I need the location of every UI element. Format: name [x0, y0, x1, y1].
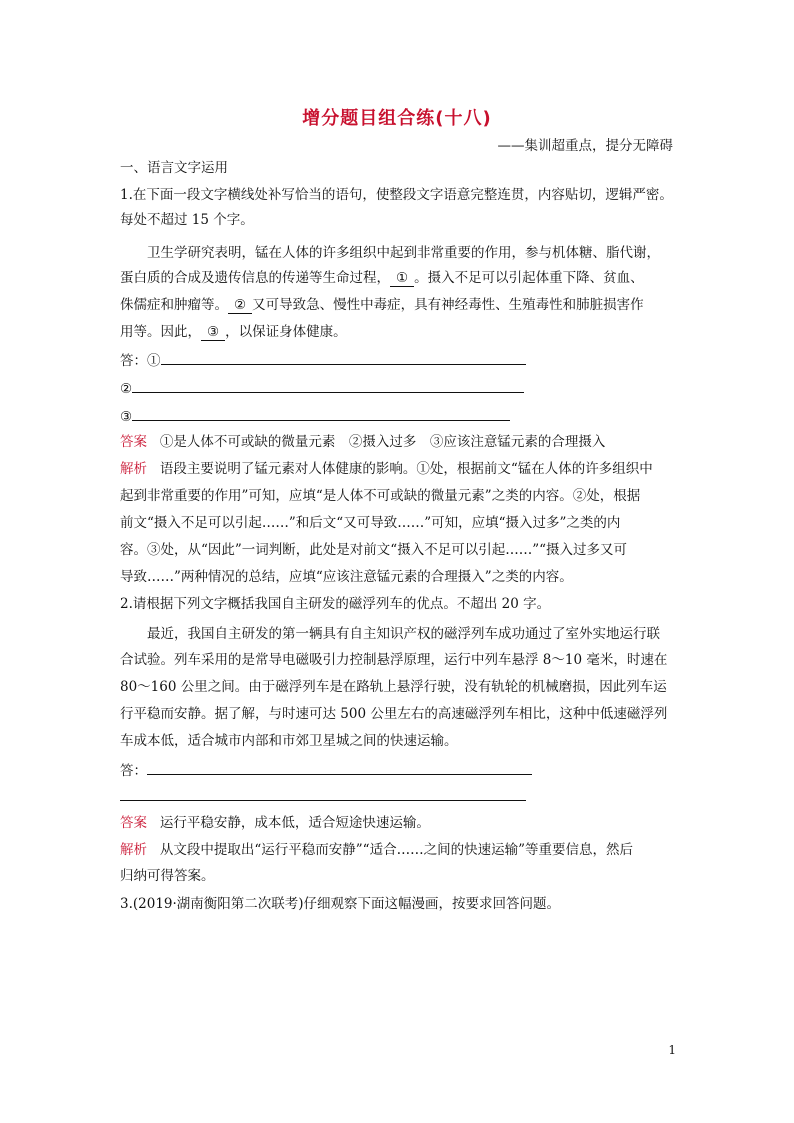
- q2-stem: 2.请根据下列文字概括我国自主研发的磁浮列车的优点。不超出 20 字。: [120, 596, 551, 612]
- q2-analysis-line2: 归纳可得答案。: [120, 868, 215, 884]
- q2-passage-line2: 合试验。列车采用的是常导电磁吸引力控制悬浮原理，运行中列车悬浮 8～10 毫米，时速在: [120, 652, 668, 668]
- q2-answer-blank-2[interactable]: [120, 786, 526, 801]
- page-title: 增分题目组合练(十八): [302, 108, 492, 129]
- q1-passage-line1: 卫生学研究表明，锰在人体的许多组织中起到非常重要的作用，参与机体糖、脂代谢，: [147, 245, 660, 261]
- answer-label: 答案: [120, 434, 147, 450]
- q1-answer-key: [120, 432, 680, 452]
- q2-answer-blank-1[interactable]: [147, 760, 532, 775]
- page-subtitle: ——集训超重点，提分无障碍: [497, 138, 673, 154]
- q2-answer-line-1: [120, 760, 680, 781]
- q2-answer-line-2: [120, 786, 680, 807]
- answer-label: 答案: [120, 815, 147, 831]
- q1-answer-mark-3: ③: [120, 409, 133, 425]
- q1-answer-text: ①是人体不可或缺的微量元素 ②摄入过多 ③应该注意锰元素的合理摄入: [159, 434, 606, 450]
- q1-answer-blank-2[interactable]: [132, 378, 524, 393]
- q1-analysis-line4: 容。③处，从“因此”一词判断，此处是对前文“摄入不足可以引起……”“摄入过多又可: [120, 542, 628, 558]
- q1-blank-1: ①: [390, 270, 414, 287]
- q1-answer-prefix: 答：: [120, 353, 147, 369]
- q2-answer-prefix: 答：: [120, 763, 147, 779]
- q2-passage-line4: 行平稳而安静。据了解，与时速可达 500 公里左右的高速磁浮列车相比，这种中低速磁浮列: [120, 706, 668, 722]
- q1-passage-text: 又可导致急、慢性中毒症，具有神经毒性、生殖毒性和肺脏损害作: [252, 297, 644, 313]
- q1-stem-line1: 1.在下面一段文字横线处补写恰当的语句，使整段文字语意完整连贯，内容贴切，逻辑严密。: [120, 187, 673, 203]
- analysis-label: 解析: [120, 461, 147, 477]
- q1-analysis-line2: 起到非常重要的作用”可知，应填“是人体不可或缺的微量元素”之类的内容。②处，根据: [120, 488, 641, 504]
- q3-stem: 3.(2019·湖南衡阳第二次联考)仔细观察下面这幅漫画，按要求回答问题。: [120, 896, 561, 912]
- section-heading: 一、语言文字运用: [120, 160, 228, 176]
- q1-passage-text: 用等。因此，: [120, 324, 201, 340]
- q1-analysis-text: 语段主要说明了锰元素对人体健康的影响。①处，根据前文“锰在人体的许多组织中: [159, 461, 653, 477]
- analysis-label: 解析: [120, 842, 147, 858]
- q1-blank-2: ②: [228, 297, 252, 314]
- q2-analysis-text: 从文段中提取出“运行平稳而安静”“适合……之间的快速运输”等重要信息，然后: [159, 842, 633, 858]
- q2-answer-text: 运行平稳安静，成本低，适合短途快速运输。: [159, 815, 430, 831]
- q1-answer-mark-2: ②: [120, 381, 133, 397]
- q1-passage-text: 。摄入不足可以引起体重下降、贫血、: [414, 270, 644, 286]
- q1-passage-text: 蛋白质的合成及遗传信息的传递等生命过程，: [120, 270, 390, 286]
- q2-passage-line1: 最近，我国自主研发的第一辆具有自主知识产权的磁浮列车成功通过了室外实地运行联: [147, 626, 660, 642]
- q2-passage-line3: 80～160 公里之间。由于磁浮列车是在路轨上悬浮行驶，没有轨轮的机械磨损，因此列车运: [120, 679, 667, 695]
- q1-answer-line-2: [120, 378, 680, 399]
- q1-analysis-line1: [120, 459, 680, 479]
- q1-answer-line-1: [120, 350, 680, 371]
- q1-passage-text: 侏儒症和肿瘤等。: [120, 297, 228, 313]
- q1-passage-line3: [120, 295, 680, 315]
- q1-answer-mark-1: ①: [147, 353, 161, 369]
- q2-answer-key: [120, 813, 680, 833]
- q1-analysis-line5: 导致……”两种情况的总结，应填“应该注意锰元素的合理摄入”之类的内容。: [120, 569, 573, 585]
- q1-passage-line2: [120, 268, 680, 288]
- q1-answer-line-3: [120, 406, 680, 427]
- q1-passage-line4: [120, 322, 680, 342]
- q1-answer-blank-1[interactable]: [161, 350, 526, 365]
- q2-analysis-line1: [120, 840, 680, 860]
- page-number: 1: [668, 1043, 676, 1057]
- q1-answer-blank-3[interactable]: [132, 406, 510, 421]
- q1-passage-text: ，以保证身体健康。: [225, 324, 347, 340]
- q1-analysis-line3: 前文“摄入不足可以引起……”和后文“又可导致……”可知，应填“摄入过多”之类的内: [120, 515, 621, 531]
- q1-blank-3: ③: [201, 324, 225, 341]
- q1-stem-line2: 每处不超过 15 个字。: [120, 212, 254, 228]
- q2-passage-line5: 车成本低，适合城市内部和市郊卫星城之间的快速运输。: [120, 733, 458, 749]
